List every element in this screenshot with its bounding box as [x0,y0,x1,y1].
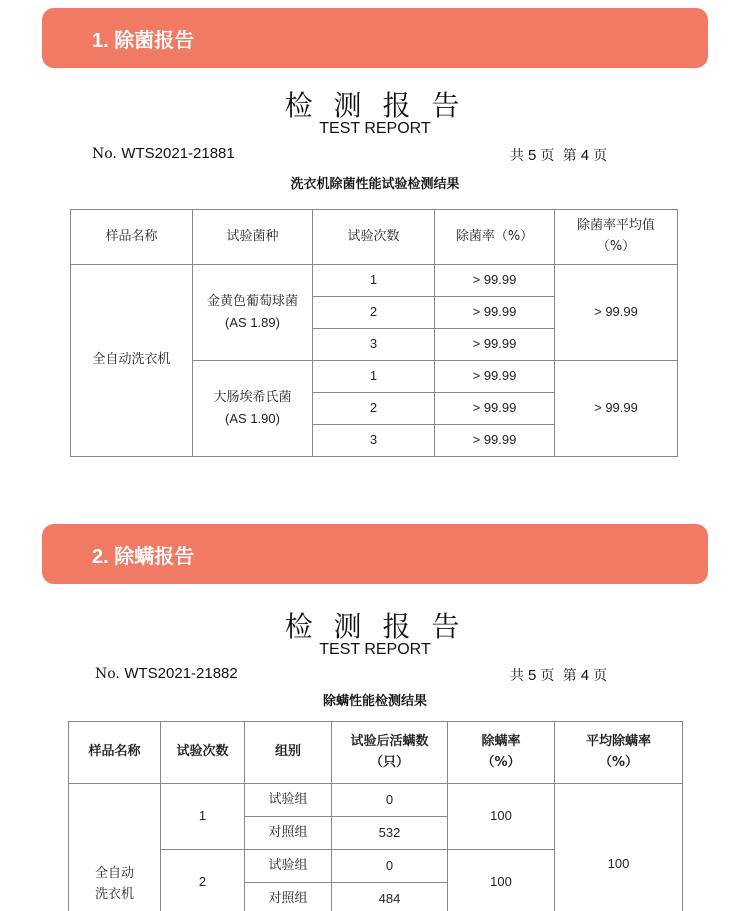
report-number-value: WTS2021-21881 [121,145,235,162]
trial-rate: 100 [448,850,555,911]
strain-name: 金黄色葡萄球菌 [206,293,298,309]
pages-current: 4 [580,667,590,684]
sample-name: 全自动洗衣机 [71,265,193,457]
trial-number: 3 [313,329,435,361]
pages-total-prefix: 共 [510,668,524,684]
mite-removal-results-table [68,721,683,911]
trial-number: 1 [161,784,245,850]
trial-rate: 100 [448,784,555,850]
trial-rate: > 99.99 [435,361,555,393]
trial-number: 1 [313,361,435,393]
table-header-row [69,722,683,784]
report-number [92,145,235,162]
pages-total: 5 [528,667,537,684]
report-title-en: TEST REPORT [319,120,431,137]
strain-cell [193,265,313,361]
header-trials: 试验次数 [161,722,245,784]
average-rate: > 99.99 [555,265,678,361]
group-label: 试验组 [245,784,332,817]
sterilization-results-table [70,209,678,457]
header-average-line1: 除菌率平均值 [576,218,655,234]
pages-unit: 页 第 [540,668,577,684]
pages-total-prefix: 共 [510,148,524,164]
sample-name [69,784,161,911]
header-average-line2: （%） [598,754,639,770]
pages-total: 5 [528,147,537,164]
trial-rate: > 99.99 [435,393,555,425]
trial-rate: > 99.99 [435,329,555,361]
header-rate-line1: 除螨率 [481,733,521,749]
table-header-row [71,210,678,265]
pages-unit: 页 [593,148,608,164]
table-subtitle: 除螨性能检测结果 [322,694,427,709]
section-banner-sterilization [42,8,708,68]
header-strain: 试验菌种 [193,210,313,265]
header-live-mites-line1: 试验后活螨数 [350,733,429,749]
trial-number: 2 [313,297,435,329]
strain-code: (AS 1.90) [225,410,280,426]
header-live-mites [332,722,448,784]
report-number [95,665,238,682]
pages-unit: 页 第 [540,148,577,164]
group-label: 对照组 [245,883,332,911]
sample-name-line2: 洗衣机 [94,886,134,902]
table-row [69,784,683,817]
header-rate: 除菌率（%） [435,210,555,265]
pages-unit: 页 [593,668,608,684]
table-subtitle: 洗衣机除菌性能试验检测结果 [290,177,460,192]
header-average [555,722,683,784]
sample-name-line1: 全自动 [94,865,134,881]
report-title-cn: 检 测 报 告 [284,89,466,122]
header-rate-line2: （%） [481,754,521,770]
banner-title: 1. 除菌报告 [92,29,195,52]
table-row [71,265,678,297]
header-average-line1: 平均除螨率 [585,733,651,749]
strain-code: (AS 1.89) [225,314,280,330]
group-label: 对照组 [245,817,332,850]
live-mite-count: 0 [332,850,448,883]
trial-rate: > 99.99 [435,297,555,329]
header-trials: 试验次数 [313,210,435,265]
live-mite-count: 532 [332,817,448,850]
trial-number: 2 [161,850,245,911]
header-live-mites-line2: （只） [369,754,409,770]
report-title-en: TEST REPORT [319,641,431,658]
header-group: 组别 [245,722,332,784]
pages-current: 4 [580,147,590,164]
header-rate [448,722,555,784]
average-rate: 100 [555,784,683,911]
header-sample: 样品名称 [71,210,193,265]
header-average [555,210,678,265]
trial-number: 1 [313,265,435,297]
page-indicator [510,665,607,685]
report-number-prefix: No. [92,146,117,162]
section-banner-mite-removal [42,524,708,584]
group-label: 试验组 [245,850,332,883]
live-mite-count: 0 [332,784,448,817]
banner-title: 2. 除螨报告 [92,545,195,568]
trial-rate: > 99.99 [435,265,555,297]
report-number-value: WTS2021-21882 [124,665,238,682]
header-average-line2: （%） [596,239,636,254]
report-number-prefix: No. [95,666,120,682]
page-indicator [510,145,607,165]
report-title-cn: 检 测 报 告 [284,610,466,643]
trial-number: 2 [313,393,435,425]
live-mite-count: 484 [332,883,448,911]
trial-number: 3 [313,425,435,457]
average-rate: > 99.99 [555,361,678,457]
trial-rate: > 99.99 [435,425,555,457]
header-sample: 样品名称 [69,722,161,784]
strain-cell [193,361,313,457]
strain-name: 大肠埃希氏菌 [213,389,292,405]
